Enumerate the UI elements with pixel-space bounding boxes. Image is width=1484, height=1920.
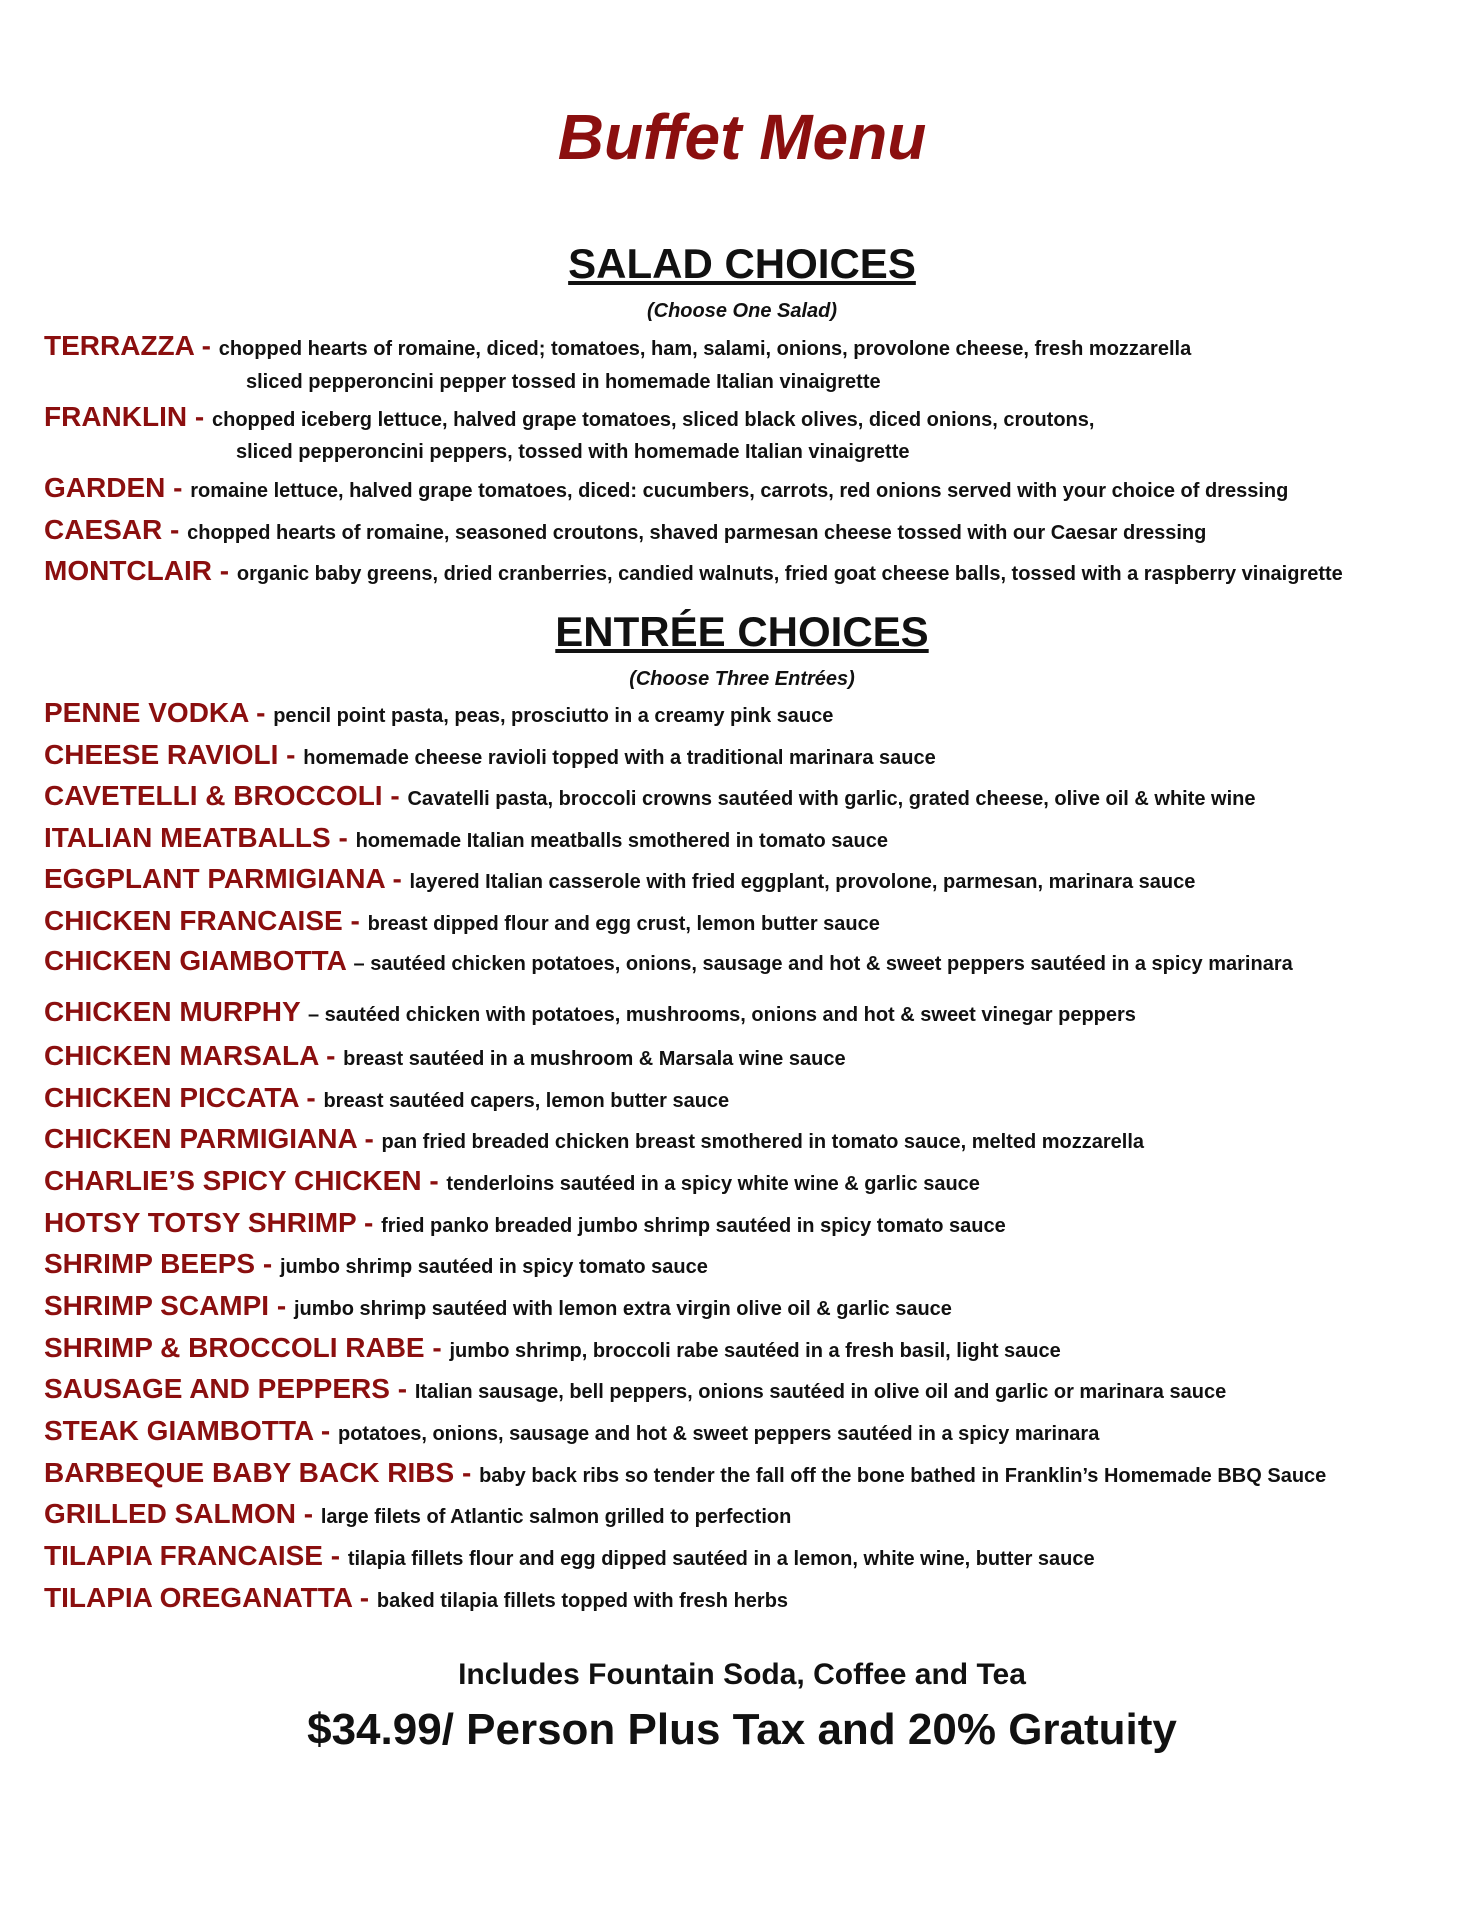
entree-item bbox=[44, 1165, 980, 1197]
salad-item-desc: chopped hearts of romaine, diced; tomatoes, ham, salami, onions, provolone cheese, fresh mozzarella bbox=[218, 338, 1192, 360]
entree-item bbox=[44, 1332, 1061, 1364]
entree-item bbox=[44, 1082, 729, 1114]
salad-item-name: FRANKLIN - bbox=[44, 401, 212, 432]
entree-item-desc: Italian sausage, bell peppers, onions sautéed in olive oil and garlic or marinara sauce bbox=[414, 1381, 1227, 1403]
salad-item-name: CAESAR - bbox=[44, 514, 188, 545]
salad-item-desc: romaine lettuce, halved grape tomatoes, diced: cucumbers, carrots, red onions served with your choice of dressing bbox=[190, 480, 1289, 502]
entree-item-desc: – sautéed chicken with potatoes, mushrooms, onions and hot & sweet vinegar peppers bbox=[307, 1004, 1136, 1026]
entree-item-name: GRILLED SALMON - bbox=[44, 1498, 321, 1529]
entree-item bbox=[44, 945, 1293, 977]
entree-heading: ENTRÉE CHOICES bbox=[555, 608, 929, 655]
salad-subheading: (Choose One Salad) bbox=[646, 300, 838, 322]
entree-item-name: ITALIAN MEATBALLS - bbox=[44, 822, 356, 853]
entree-item-desc: jumbo shrimp sautéed with lemon extra virgin olive oil & garlic sauce bbox=[293, 1298, 952, 1320]
entree-item-name: TILAPIA FRANCAISE - bbox=[44, 1540, 348, 1571]
salad-item bbox=[44, 555, 1343, 587]
salad-item-name: TERRAZZA - bbox=[44, 330, 219, 361]
entree-item bbox=[44, 1248, 708, 1280]
entree-item-desc: pencil point pasta, peas, prosciutto in a creamy pink sauce bbox=[273, 705, 834, 727]
entree-item-name: STEAK GIAMBOTTA - bbox=[44, 1415, 338, 1446]
salad-item bbox=[44, 330, 1191, 362]
salad-item-desc: organic baby greens, dried cranberries, candied walnuts, fried goat cheese balls, tossed with a raspberry vinaigrette bbox=[236, 563, 1343, 585]
entree-item-name: SHRIMP SCAMPI - bbox=[44, 1290, 294, 1321]
menu-title: Buffet Menu bbox=[557, 101, 927, 173]
entree-item-desc: baked tilapia fillets topped with fresh herbs bbox=[376, 1590, 789, 1612]
entree-item-name: PENNE VODKA - bbox=[44, 697, 274, 728]
entree-item-desc: large filets of Atlantic salmon grilled to perfection bbox=[320, 1506, 792, 1528]
entree-item-desc: breast sautéed in a mushroom & Marsala wine sauce bbox=[343, 1048, 846, 1070]
entree-item-desc: homemade cheese ravioli topped with a traditional marinara sauce bbox=[303, 747, 936, 769]
entree-item-desc: jumbo shrimp, broccoli rabe sautéed in a fresh basil, light sauce bbox=[449, 1340, 1061, 1362]
salad-item-desc: chopped hearts of romaine, seasoned croutons, shaved parmesan cheese tossed with our Caesar dressing bbox=[187, 522, 1207, 544]
entree-item-desc: baby back ribs so tender the fall off the bone bathed in Franklin’s Homemade BBQ Sauce bbox=[479, 1465, 1327, 1487]
entree-item-desc: – sautéed chicken potatoes, onions, sausage and hot & sweet peppers sautéed in a spicy marinara bbox=[353, 953, 1293, 975]
entree-item-name: SHRIMP BEEPS - bbox=[44, 1248, 280, 1279]
entree-item bbox=[44, 1498, 791, 1530]
entree-item-desc: breast sautéed capers, lemon butter sauce bbox=[323, 1090, 730, 1112]
entree-item-name: CHEESE RAVIOLI - bbox=[44, 739, 304, 770]
entree-item-name: SHRIMP & BROCCOLI RABE - bbox=[44, 1332, 450, 1363]
entree-item-desc: tenderloins sautéed in a spicy white wine & garlic sauce bbox=[446, 1173, 980, 1195]
entree-item-name: EGGPLANT PARMIGIANA - bbox=[44, 863, 410, 894]
entree-item-desc: breast dipped flour and egg crust, lemon butter sauce bbox=[367, 913, 880, 935]
salad-item-desc-continued: sliced pepperoncini peppers, tossed with homemade Italian vinaigrette bbox=[236, 441, 910, 463]
entree-item-desc: fried panko breaded jumbo shrimp sautéed in spicy tomato sauce bbox=[381, 1215, 1006, 1237]
entree-item bbox=[44, 905, 880, 937]
entree-item-name: CHARLIE’S SPICY CHICKEN - bbox=[44, 1165, 447, 1196]
entree-item bbox=[44, 1040, 846, 1072]
entree-item bbox=[44, 1290, 952, 1322]
entree-item-desc: homemade Italian meatballs smothered in tomato sauce bbox=[355, 830, 888, 852]
entree-item bbox=[44, 863, 1195, 895]
entree-item bbox=[44, 739, 936, 771]
entree-item-desc: Cavatelli pasta, broccoli crowns sautéed with garlic, grated cheese, olive oil & white wine bbox=[407, 788, 1256, 810]
includes-note: Includes Fountain Soda, Coffee and Tea bbox=[458, 1658, 1026, 1691]
entree-item bbox=[44, 1207, 1006, 1239]
entree-item-name: TILAPIA OREGANATTA - bbox=[44, 1582, 377, 1613]
entree-item-name: HOTSY TOTSY SHRIMP - bbox=[44, 1207, 382, 1238]
entree-item-name: CHICKEN PARMIGIANA - bbox=[44, 1123, 382, 1154]
entree-item-desc: layered Italian casserole with fried eggplant, provolone, parmesan, marinara sauce bbox=[409, 871, 1196, 893]
entree-item bbox=[44, 1123, 1144, 1155]
salad-item bbox=[44, 472, 1288, 504]
entree-item-desc: pan fried breaded chicken breast smothered in tomato sauce, melted mozzarella bbox=[381, 1131, 1144, 1153]
salad-item-name: MONTCLAIR - bbox=[44, 555, 237, 586]
entree-item bbox=[44, 1582, 788, 1614]
salad-item bbox=[44, 514, 1206, 546]
salad-item bbox=[44, 401, 1094, 433]
salad-item-name: GARDEN - bbox=[44, 472, 191, 503]
entree-item-desc: jumbo shrimp sautéed in spicy tomato sauce bbox=[279, 1256, 708, 1278]
entree-item bbox=[44, 697, 833, 729]
entree-item bbox=[44, 1540, 1095, 1572]
entree-item-name: CAVETELLI & BROCCOLI - bbox=[44, 780, 408, 811]
salad-item-desc-continued: sliced pepperoncini pepper tossed in homemade Italian vinaigrette bbox=[246, 371, 881, 393]
entree-item-name: CHICKEN GIAMBOTTA bbox=[44, 945, 354, 976]
entree-item-desc: potatoes, onions, sausage and hot & sweet peppers sautéed in a spicy marinara bbox=[337, 1423, 1100, 1445]
entree-item-name: BARBEQUE BABY BACK RIBS - bbox=[44, 1457, 480, 1488]
entree-item-name: CHICKEN MURPHY bbox=[44, 996, 308, 1027]
entree-item-name: CHICKEN MARSALA - bbox=[44, 1040, 344, 1071]
entree-item bbox=[44, 780, 1256, 812]
entree-item-desc: tilapia fillets flour and egg dipped sautéed in a lemon, white wine, butter sauce bbox=[347, 1548, 1095, 1570]
price-line: $34.99/ Person Plus Tax and 20% Gratuity bbox=[307, 1705, 1177, 1754]
salad-heading: SALAD CHOICES bbox=[568, 240, 916, 287]
entree-item bbox=[44, 822, 888, 854]
entree-item-name: SAUSAGE AND PEPPERS - bbox=[44, 1373, 415, 1404]
entree-subheading: (Choose Three Entrées) bbox=[629, 668, 855, 690]
entree-item-name: CHICKEN FRANCAISE - bbox=[44, 905, 368, 936]
entree-item bbox=[44, 1457, 1326, 1489]
entree-item bbox=[44, 1373, 1226, 1405]
entree-item bbox=[44, 1415, 1099, 1447]
entree-item bbox=[44, 996, 1136, 1028]
salad-item-desc: chopped iceberg lettuce, halved grape tomatoes, sliced black olives, diced onions, croutons, bbox=[211, 409, 1095, 431]
entree-item-name: CHICKEN PICCATA - bbox=[44, 1082, 324, 1113]
